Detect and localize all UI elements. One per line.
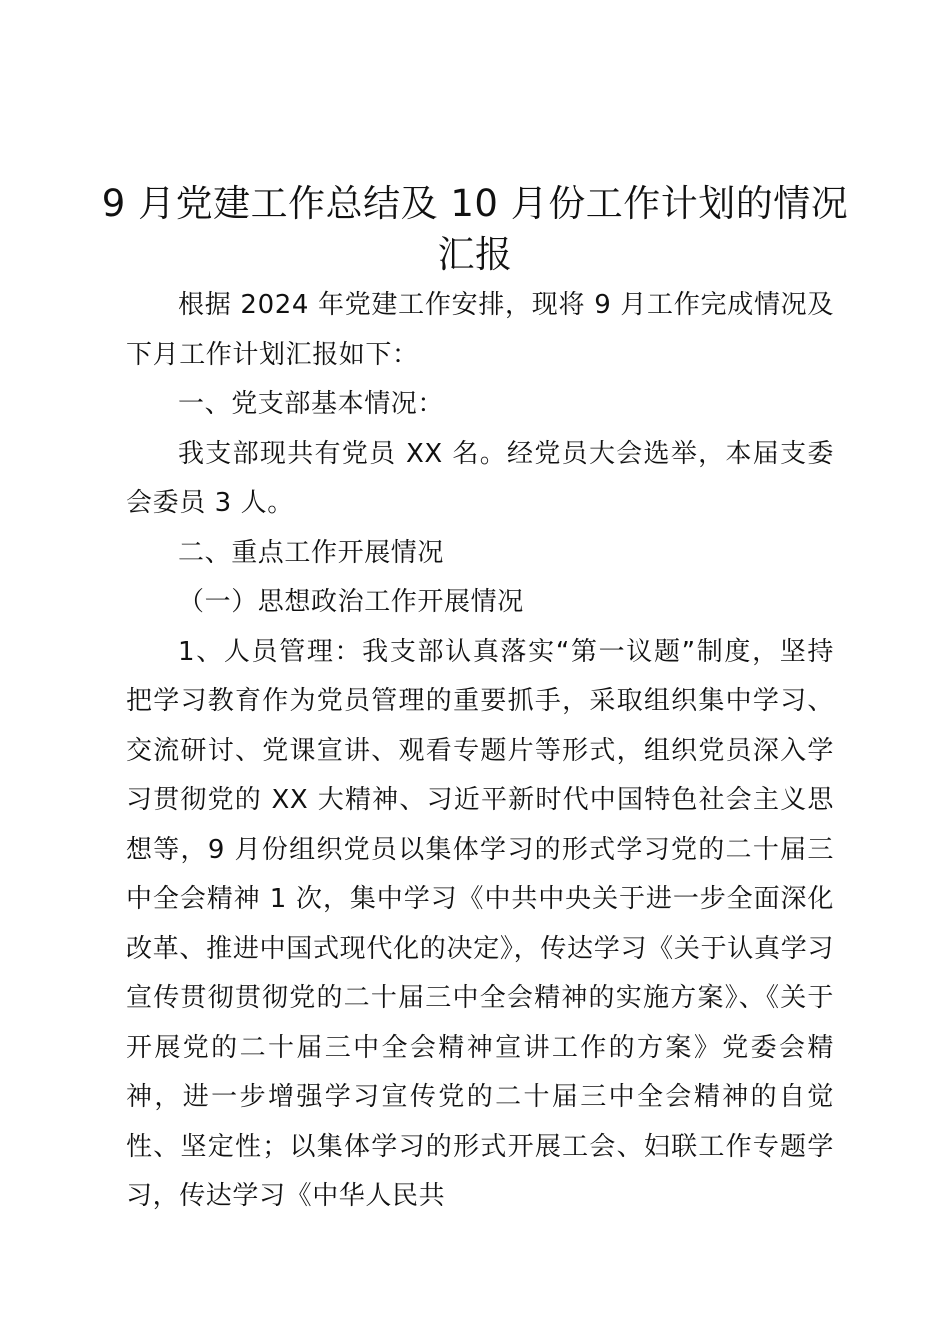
document-title: 9 月党建工作总结及 10 月份工作计划的情况汇报	[101, 182, 849, 276]
section-2-heading: 二、重点工作开展情况	[178, 537, 445, 568]
subsection-1-heading: （一）思想政治工作开展情况	[178, 587, 524, 617]
item-1-paragraph: 1、人员管理：我支部认真落实“第一议题”制度，坚持把学习教育作为党员管理的重要抓手，采取组织集中学习、交流研讨、党课宣讲、观看专题片等形式，组织党员深入学习贯彻党的 XX 大精神、习近平新时代中国特色社会主义思想等，9 月份组织党员以集体学习的形式学习党的二十届三中全会精神 1 次，集中学习《中共中央关于进一步全面深化改革、推进中国式现代化的决定》，传达学习《关于认真学习宣传贯彻贯彻党的二十届三中全会精神的实施方案》、《关于开展党的二十届三中全会精神宣讲工作的方案》党委会精神，进一步增强学习宣传党的二十届三中全会精神的自觉性、坚定性；以集体学习的形式开展工会、妇联工作专题学习，传达学习《中华人民共	[126, 636, 834, 1211]
document-body	[126, 281, 834, 1222]
section-1-heading: 一、党支部基本情况：	[178, 389, 445, 419]
section-1-paragraph: 我支部现共有党员 XX 名。经党员大会选举，本届支委会委员 3 人。	[126, 438, 834, 518]
intro-paragraph: 根据 2024 年党建工作安排，现将 9 月工作完成情况及下月工作计划汇报如下：	[126, 290, 834, 370]
